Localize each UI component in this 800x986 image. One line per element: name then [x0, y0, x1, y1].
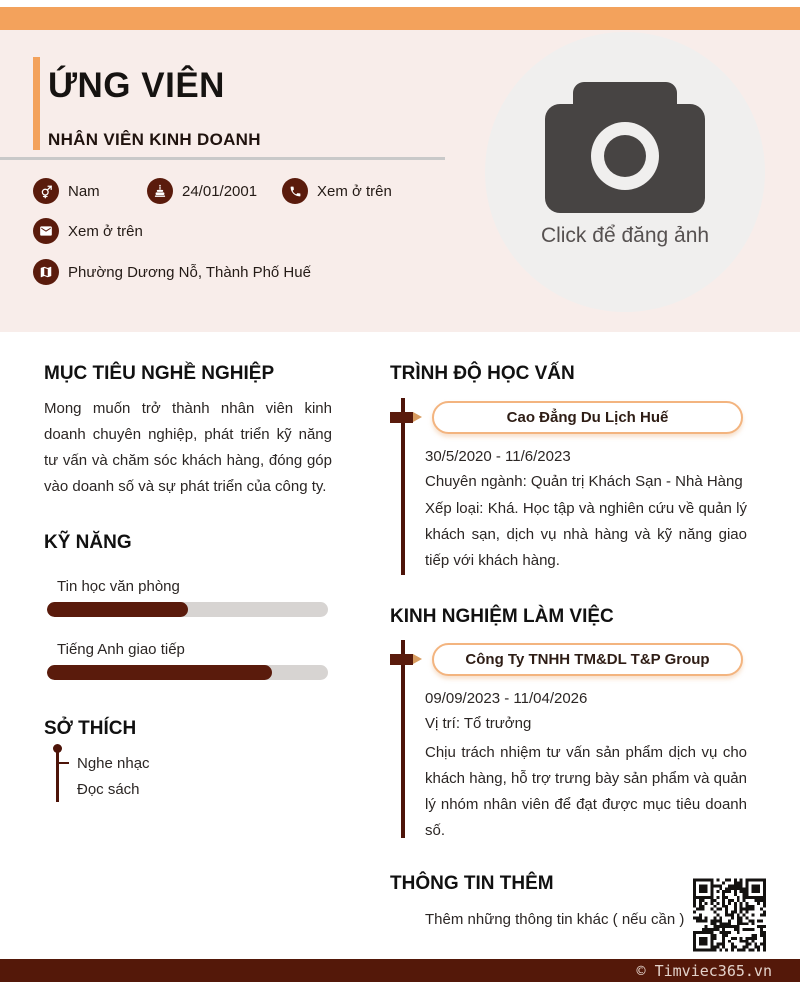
- mail-icon: [33, 218, 59, 244]
- address-value: Phường Dương Nỗ, Thành Phố Huế: [68, 263, 311, 281]
- contact-phone[interactable]: [282, 178, 392, 204]
- top-accent-bar: [0, 7, 800, 30]
- experience-position[interactable]: Vị trí: Tổ trưởng: [425, 715, 532, 732]
- skill-bar: [47, 602, 328, 617]
- hobbies-heading: SỞ THÍCH: [44, 718, 137, 739]
- phone-value: Xem ở trên: [317, 182, 392, 200]
- objective-heading: MỤC TIÊU NGHỀ NGHIỆP: [44, 363, 275, 384]
- candidate-name[interactable]: ỨNG VIÊN: [48, 66, 225, 105]
- footer-credit: © Timviec365.vn: [636, 961, 772, 980]
- birthday-icon: [147, 178, 173, 204]
- skill-bar-fill: [47, 665, 272, 680]
- additional-heading: THÔNG TIN THÊM: [390, 873, 554, 894]
- gender-icon: [33, 178, 59, 204]
- skills-heading: KỸ NĂNG: [44, 532, 132, 553]
- education-timeline-marker: [390, 412, 413, 423]
- hobby-timeline-tick: [58, 762, 69, 764]
- skill-label[interactable]: Tiếng Anh giao tiếp: [57, 641, 185, 658]
- experience-timeline-marker: [390, 654, 413, 665]
- cv-header: [0, 30, 800, 332]
- camera-icon: [545, 82, 705, 213]
- photo-upload-placeholder[interactable]: [485, 32, 765, 312]
- experience-detail[interactable]: Chịu trách nhiệm tư vấn sản phẩm dịch vụ cho khách hàng, hỗ trợ trưng bày sản phẩm và quản lý nhóm nhân viên để đạt được mục tiêu doanh số.: [425, 744, 747, 839]
- contact-address[interactable]: [33, 259, 311, 285]
- photo-upload-label: Click để đăng ảnh: [540, 224, 710, 247]
- contact-birthday[interactable]: [147, 178, 257, 204]
- footer-bar: [0, 959, 800, 982]
- education-timeline-line: [401, 398, 405, 575]
- header-divider: [0, 157, 445, 160]
- phone-icon: [282, 178, 308, 204]
- education-heading: TRÌNH ĐỘ HỌC VẤN: [390, 363, 575, 384]
- skill-bar: [47, 665, 328, 680]
- skill-label[interactable]: Tin học văn phòng: [57, 578, 180, 595]
- hobby-timeline-line: [56, 750, 59, 802]
- experience-timeline-line: [401, 640, 405, 838]
- objective-text[interactable]: Mong muốn trở thành nhân viên kinh doanh chuyên nghiệp, phát triển kỹ năng tư vấn và chăm sóc khách hàng, đóng góp vào doanh số và sự phát triển của công ty.: [44, 400, 332, 495]
- contact-gender[interactable]: [33, 178, 100, 204]
- education-major[interactable]: Chuyên ngành: Quản trị Khách Sạn - Nhà Hàng: [425, 473, 743, 490]
- hobby-item[interactable]: Nghe nhạc: [77, 755, 150, 772]
- contact-email[interactable]: [33, 218, 143, 244]
- additional-text[interactable]: Thêm những thông tin khác ( nếu cần ): [425, 911, 685, 928]
- birthday-value: 24/01/2001: [182, 182, 258, 200]
- experience-period[interactable]: 09/09/2023 - 11/04/2026: [425, 690, 588, 707]
- education-period[interactable]: 30/5/2020 - 11/6/2023: [425, 448, 571, 465]
- gender-value: Nam: [68, 182, 100, 200]
- hobby-item[interactable]: Đọc sách: [77, 781, 140, 798]
- company-name-pill[interactable]: Công Ty TNHH TM&DL T&P Group: [432, 643, 743, 676]
- name-accent-bar: [33, 57, 40, 150]
- location-icon: [33, 259, 59, 285]
- skill-bar-fill: [47, 602, 188, 617]
- experience-heading: KINH NGHIỆM LÀM VIỆC: [390, 606, 614, 627]
- hobby-timeline-tick-dot: [69, 759, 76, 766]
- qr-code: [693, 878, 766, 952]
- school-name-pill[interactable]: Cao Đẳng Du Lịch Huế: [432, 401, 743, 434]
- job-title[interactable]: NHÂN VIÊN KINH DOANH: [48, 130, 261, 149]
- education-note[interactable]: Xếp loại: Khá. Học tập và nghiên cứu về quản lý khách sạn, dịch vụ nhà hàng và kỹ năng giao tiếp với khách hàng.: [425, 500, 747, 569]
- email-value: Xem ở trên: [68, 222, 143, 240]
